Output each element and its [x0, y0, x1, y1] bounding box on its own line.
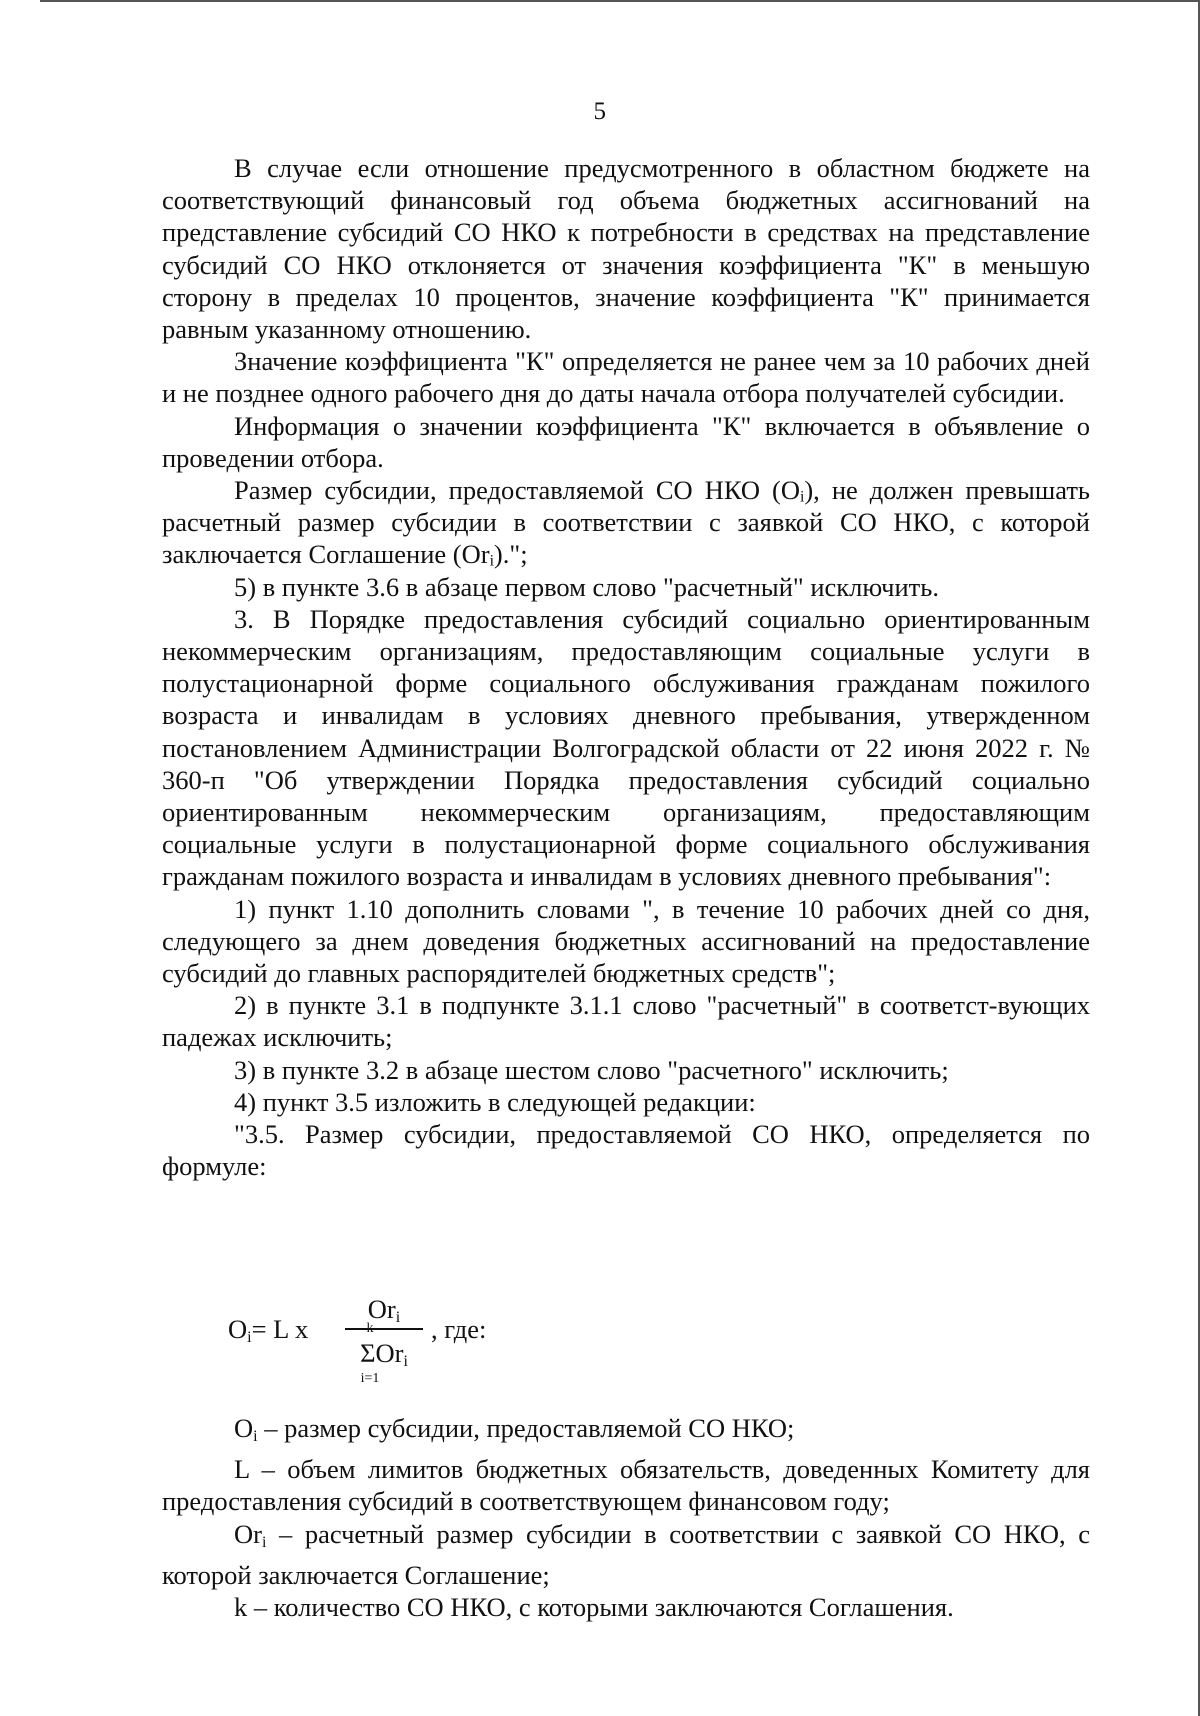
sum-lower-limit: i=1 — [360, 1371, 380, 1386]
numerator-symbol: Or — [367, 1294, 396, 1324]
definition-text: – объем лимитов бюджетных обязательств, доведенных Комитету для предоставления субсидий в соответствующем финансовом году; — [162, 1454, 1090, 1517]
formula-lhs-symbol: O — [228, 1314, 248, 1344]
paragraph: 3) в пункте 3.2 в абзаце шестом слово "расчетного" исключить; — [234, 1054, 949, 1085]
paragraph: 4) пункт 3.5 изложить в следующей редакции: — [234, 1086, 756, 1117]
formula-tail: , где: — [431, 1314, 487, 1344]
definition-text: – расчетный размер субсидии в соответствии с заявкой СО НКО, с которой заключается Соглашение; — [162, 1518, 1090, 1590]
definition-symbol: Or — [234, 1518, 262, 1549]
definition-item — [162, 1591, 1090, 1623]
denominator-symbol: Or — [375, 1338, 404, 1368]
paragraph: "3.5. Размер субсидии, предоставляемой СО НКО, определяется по формуле: — [162, 1119, 1090, 1182]
sum-symbol: Σ — [360, 1338, 376, 1368]
paragraph: Размер субсидии, предоставляемой СО НКО (Oᵢ), не должен превышать расчетный размер субсидии в соответствии с заявкой СО НКО, с которой заключается Соглашение (Orᵢ)."; — [162, 475, 1090, 570]
formula-fraction — [340, 1294, 428, 1386]
definition-text: – количество СО НКО, с которыми заключаются Соглашения. — [247, 1592, 954, 1623]
definition-symbol: O — [234, 1413, 254, 1443]
paragraph: 2) в пункте 3.1 в подпункте 3.1.1 слово "расчетный" в соответст-вующих падежах исключить; — [162, 990, 1090, 1053]
definition-item — [162, 1518, 1090, 1591]
paragraph: В случае если отношение предусмотренного в областном бюджете на соответствующий финансовый год объема бюджетных ассигнований на представление субсидий СО НКО к потребности в средствах на представление субсидий СО НКО отклоняется от значения коэффициента "К" в меньшую сторону в пределах 10 процентов, значение коэффициента "К" принимается равным указанному отношению. — [162, 153, 1090, 345]
formula-lhs — [228, 1316, 308, 1346]
definition-item — [162, 1453, 1090, 1517]
numerator-subscript: i — [395, 1309, 401, 1326]
definition-text: – размер субсидии, предоставляемой СО НКО; — [257, 1413, 795, 1443]
page-number: 5 — [593, 98, 607, 125]
definition-symbol: L — [234, 1454, 250, 1485]
paragraph: Значение коэффициента "К" определяется не ранее чем за 10 рабочих дней и не позднее одного рабочего дня до даты начала отбора получателей субсидии. — [162, 346, 1090, 409]
formula-denominator — [340, 1340, 428, 1370]
sum-upper-limit: k — [366, 1321, 374, 1336]
formula-definitions — [162, 1412, 1090, 1623]
paragraph: 5) в пункте 3.6 в абзаце первом слово "расчетный" исключить. — [234, 571, 939, 602]
paragraph: Информация о значении коэффициента "К" включается в объявление о проведении отбора. — [162, 410, 1090, 473]
definition-symbol: k — [234, 1592, 248, 1623]
paragraph: 3. В Порядке предоставления субсидий социально ориентированным некоммерческим организациям, предоставляющим социальные услуги в полустационарной форме социального обслуживания гражданам пожилого возраста и инвалидам в условиях дневного пребывания, утвержденном постановлением Администрации Волгоградской области от 22 июня 2022 г. № 360-п "Об утверждении Порядка предоставления субсидий социально ориентированным некоммерческим организациям, предоставляющим социальные услуги в полустационарной форме социального обслуживания гражданам пожилого возраста и инвалидам в условиях дневного пребывания": — [162, 603, 1090, 892]
definition-subscript: i — [253, 1428, 258, 1445]
definition-subscript: i — [261, 1533, 267, 1551]
denominator-subscript: i — [403, 1353, 408, 1370]
formula-eq-text: = L x — [251, 1314, 309, 1344]
body-text — [162, 152, 1090, 1183]
scan-top-edge — [40, 0, 1200, 2]
paragraph: 1) пункт 1.10 дополнить словами ", в течение 10 рабочих дней со дня, следующего за днем доведения бюджетных ассигнований на предоставление субсидий до главных распорядителей бюджетных средств"; — [162, 893, 1090, 989]
formula-lhs-subscript: i — [247, 1329, 252, 1346]
definition-item — [162, 1412, 1090, 1453]
